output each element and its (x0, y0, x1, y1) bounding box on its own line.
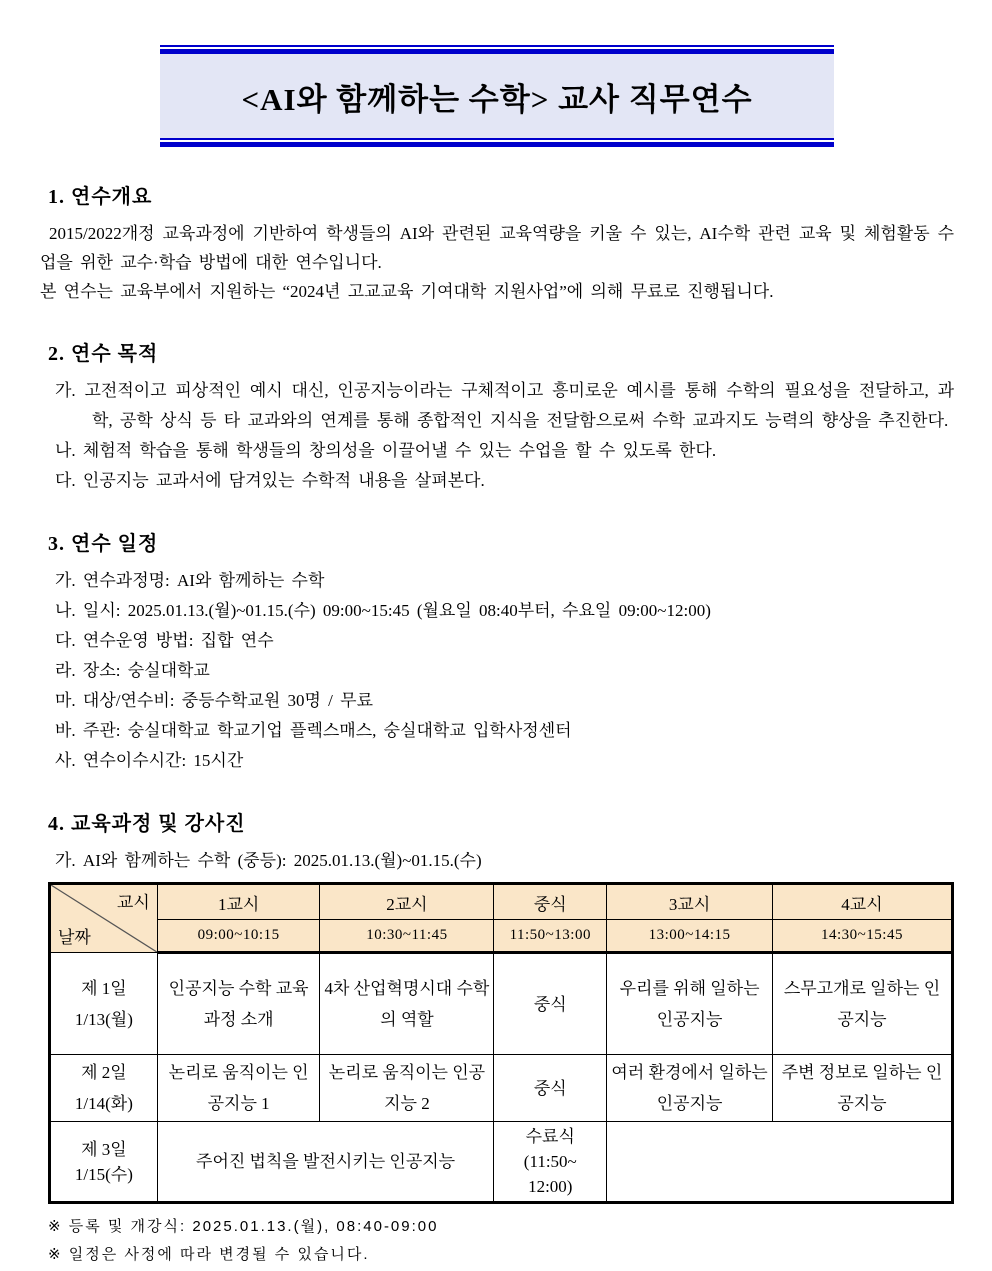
schedule-item: 마. 대상/연수비: 중등수학교원 30명 / 무료 (55, 691, 373, 710)
section-purpose-heading: 2. 연수 목적 (48, 343, 159, 365)
ceremony-line: 수료식 (525, 1127, 575, 1146)
footnote: ※ 등록 및 개강식: 2025.01.13.(월), 08:40-09:00 (48, 1218, 439, 1235)
lesson-cell: 인공지능 수학 교육과정 소개 (157, 953, 320, 1055)
time-header: 11:50~13:00 (494, 920, 607, 953)
curriculum-table (48, 882, 954, 1204)
ceremony-cell (494, 1122, 607, 1203)
section-schedule (40, 527, 954, 776)
section-curriculum (40, 807, 954, 876)
lesson-cell-merged: 주어진 법칙을 발전시키는 인공지능 (157, 1122, 494, 1203)
period-header: 2교시 (320, 884, 494, 920)
day-label: 제 1일 (81, 978, 127, 998)
period-header: 중식 (494, 884, 607, 920)
period-header: 3교시 (607, 884, 773, 920)
footnotes (48, 1213, 954, 1269)
lesson-cell: 우리를 위해 일하는 인공지능 (607, 953, 773, 1055)
date-label: 1/13(월) (74, 1009, 133, 1029)
lesson-cell: 주변 정보로 일하는 인공지능 (772, 1055, 952, 1122)
schedule-item: 라. 장소: 숭실대학교 (55, 661, 210, 680)
lunch-cell: 중식 (494, 953, 607, 1055)
lesson-cell: 논리로 움직이는 인공지능 2 (320, 1055, 494, 1122)
lesson-cell: 4차 산업혁명시대 수학의 역할 (320, 953, 494, 1055)
schedule-item: 다. 연수운영 방법: 집합 연수 (55, 631, 274, 650)
title-banner (160, 45, 834, 147)
time-header: 09:00~10:15 (157, 920, 320, 953)
table-row-day1 (50, 953, 953, 1055)
period-header: 4교시 (772, 884, 952, 920)
schedule-item: 가. 연수과정명: AI와 함께하는 수학 (55, 571, 325, 590)
time-header: 13:00~14:15 (607, 920, 773, 953)
purpose-item: 나. 체험적 학습을 통해 학생들의 창의성을 이끌어낼 수 있는 수업을 할 수 있도록 한다. (55, 441, 717, 460)
section-schedule-heading: 3. 연수 일정 (48, 533, 159, 555)
purpose-item: 가. 고전적이고 피상적인 예시 대신, 인공지능이라는 구체적이고 흥미로운 예시를 통해 수학의 필요성을 전달하고, 과학, 공학 상식 등 타 교과와의 연계를 통해 종합적인 지식을 전달함으로써 수학 교과지도 능력의 향상을 추진한다. (55, 381, 954, 430)
footnote: ※ 일정은 사정에 따라 변경될 수 있습니다. (48, 1246, 370, 1263)
date-label: 1/14(화) (74, 1094, 133, 1113)
day-cell (50, 1055, 158, 1122)
document-title: <AI와 함께하는 수학> 교사 직무연수 (241, 81, 753, 117)
lunch-cell: 중식 (494, 1055, 607, 1122)
ceremony-line: 12:00) (528, 1177, 573, 1196)
period-header: 1교시 (157, 884, 320, 920)
overview-paragraph: 2015/2022개정 교육과정에 기반하여 학생들의 AI와 관련된 교육역량을 키울 수 있는, AI수학 관련 교육 및 체험활동 수업을 위한 교수·학습 방법에 대한 연수입니다. (40, 224, 954, 272)
section-purpose (40, 337, 954, 496)
day-label: 제 2일 (81, 1063, 127, 1082)
time-header: 14:30~15:45 (772, 920, 952, 953)
banner-rule-top-thin (160, 45, 834, 47)
banner-body (160, 54, 834, 138)
corner-cell (50, 884, 158, 953)
corner-label-period: 교시 (116, 893, 150, 912)
lesson-cell: 논리로 움직이는 인공지능 1 (157, 1055, 320, 1122)
date-label: 1/15(수) (74, 1164, 133, 1184)
section-curriculum-heading: 4. 교육과정 및 강사진 (48, 813, 246, 835)
table-header-row-times (50, 920, 953, 953)
banner-rule-bottom-thin (160, 138, 834, 140)
day-cell (50, 1122, 158, 1203)
schedule-item: 나. 일시: 2025.01.13.(월)~01.15.(수) 09:00~15:45 (월요일 08:40부터, 수요일 09:00~12:00) (55, 601, 711, 620)
time-header: 10:30~11:45 (320, 920, 494, 953)
schedule-item: 사. 연수이수시간: 15시간 (55, 751, 244, 770)
purpose-item: 다. 인공지능 교과서에 담겨있는 수학적 내용을 살펴본다. (55, 471, 485, 490)
ceremony-line: (11:50~ (523, 1152, 577, 1171)
empty-cell-merged (607, 1122, 953, 1203)
corner-label-date: 날짜 (58, 928, 91, 947)
section-overview (40, 180, 954, 306)
lesson-cell: 스무고개로 일하는 인공지능 (772, 953, 952, 1055)
table-header-row-periods (50, 884, 953, 920)
day-label: 제 3일 (81, 1139, 127, 1159)
curriculum-item: 가. AI와 함께하는 수학 (중등): 2025.01.13.(월)~01.15.(수) (55, 851, 482, 870)
overview-paragraph: 본 연수는 교육부에서 지원하는 “2024년 고교교육 기여대학 지원사업”에 의해 무료로 진행됩니다. (40, 282, 774, 301)
lesson-cell: 여러 환경에서 일하는 인공지능 (607, 1055, 773, 1122)
table-row-day2 (50, 1055, 953, 1122)
table-row-day3 (50, 1122, 953, 1203)
schedule-item: 바. 주관: 숭실대학교 학교기업 플렉스매스, 숭실대학교 입학사정센터 (55, 721, 572, 740)
banner-rule-bottom-thick (160, 142, 834, 147)
section-overview-heading: 1. 연수개요 (48, 186, 153, 208)
day-cell (50, 953, 158, 1055)
